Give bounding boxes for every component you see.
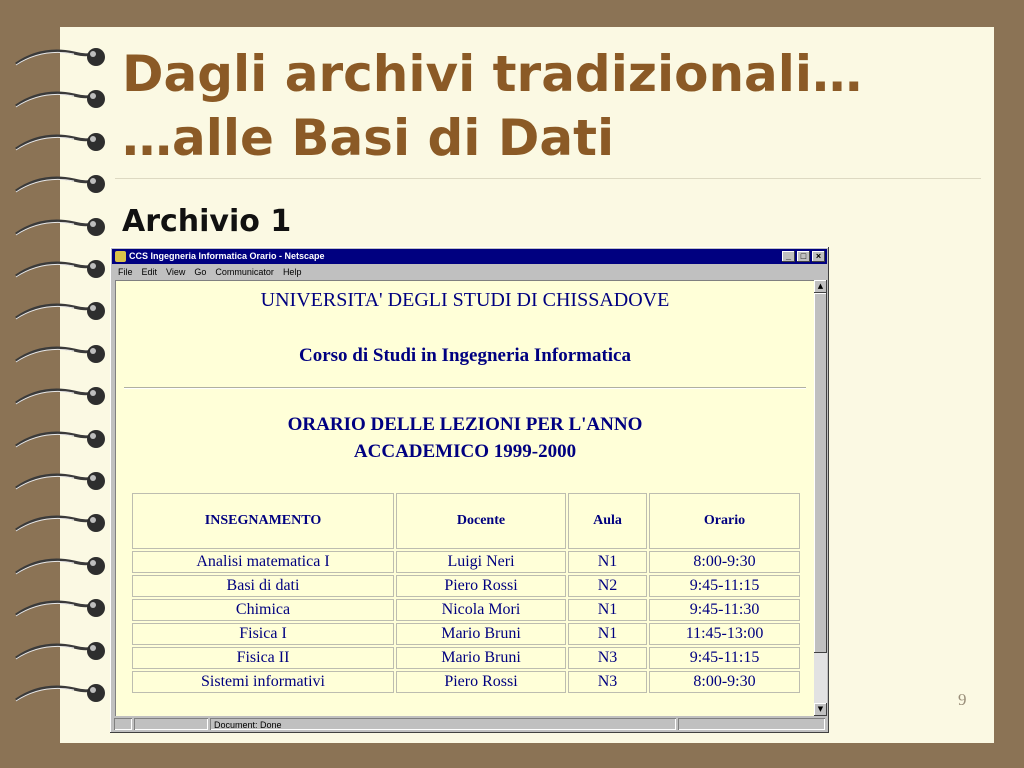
spiral-ring-icon bbox=[12, 44, 108, 70]
table-row bbox=[132, 671, 800, 693]
cell-aula: N3 bbox=[568, 671, 647, 693]
spiral-ring-icon bbox=[12, 468, 108, 494]
cell-orario: 9:45-11:30 bbox=[649, 599, 800, 621]
cell-orario: 8:00-9:30 bbox=[649, 551, 800, 573]
menu-help[interactable]: Help bbox=[282, 267, 302, 277]
content-divider bbox=[124, 387, 806, 389]
spiral-ring-icon bbox=[12, 298, 108, 324]
cell-docente: Luigi Neri bbox=[396, 551, 566, 573]
schedule-title-line-1: ORARIO DELLE LEZIONI PER L'ANNO bbox=[287, 414, 643, 435]
cell-aula: N1 bbox=[568, 623, 647, 645]
maximize-button[interactable] bbox=[797, 251, 810, 262]
status-text: Document: Done bbox=[210, 718, 676, 730]
spiral-ring-icon bbox=[12, 680, 108, 706]
cell-aula: N3 bbox=[568, 647, 647, 669]
spiral-ring-icon bbox=[12, 86, 108, 112]
slide-page-number: 9 bbox=[958, 690, 967, 709]
cell-insegnamento: Chimica bbox=[132, 599, 394, 621]
cell-orario: 9:45-11:15 bbox=[649, 647, 800, 669]
close-button[interactable] bbox=[812, 251, 825, 262]
status-progress bbox=[134, 718, 208, 730]
cell-aula: N1 bbox=[568, 599, 647, 621]
header-aula: Aula bbox=[568, 493, 647, 549]
spiral-ring-icon bbox=[12, 638, 108, 664]
status-bar bbox=[112, 717, 827, 731]
maximize-icon: □ bbox=[800, 251, 807, 261]
cell-aula: N1 bbox=[568, 551, 647, 573]
table-row bbox=[132, 623, 800, 645]
cell-docente: Nicola Mori bbox=[396, 599, 566, 621]
table-row bbox=[132, 551, 800, 573]
minimize-button[interactable] bbox=[782, 251, 795, 262]
scroll-down-button[interactable] bbox=[814, 703, 827, 716]
cell-orario: 9:45-11:15 bbox=[649, 575, 800, 597]
spiral-ring-icon bbox=[12, 595, 108, 621]
table-row bbox=[132, 599, 800, 621]
university-name: UNIVERSITA' DEGLI STUDI DI CHISSADOVE bbox=[260, 289, 670, 311]
slide-title-line-1: Dagli archivi tradizionali… bbox=[122, 45, 863, 103]
cell-docente: Mario Bruni bbox=[396, 647, 566, 669]
page-content bbox=[115, 280, 814, 716]
table-header-row bbox=[132, 493, 800, 549]
cell-orario: 8:00-9:30 bbox=[649, 671, 800, 693]
netscape-icon bbox=[115, 251, 126, 262]
header-insegnamento: INSEGNAMENTO bbox=[132, 493, 394, 549]
slide-title-line-2: …alle Basi di Dati bbox=[122, 109, 615, 167]
scroll-up-icon: ▲ bbox=[817, 282, 824, 290]
schedule-title bbox=[116, 411, 814, 465]
cell-insegnamento: Fisica I bbox=[132, 623, 394, 645]
cell-insegnamento: Basi di dati bbox=[132, 575, 394, 597]
browser-window bbox=[110, 247, 829, 733]
scroll-up-button[interactable] bbox=[814, 280, 827, 293]
spiral-ring-icon bbox=[12, 426, 108, 452]
table-row bbox=[132, 575, 800, 597]
cell-docente: Piero Rossi bbox=[396, 671, 566, 693]
scroll-thumb[interactable] bbox=[814, 293, 827, 653]
cell-aula: N2 bbox=[568, 575, 647, 597]
vertical-scrollbar[interactable] bbox=[814, 280, 827, 716]
scroll-down-icon: ▼ bbox=[817, 705, 824, 713]
schedule-table bbox=[130, 491, 802, 695]
header-docente: Docente bbox=[396, 493, 566, 549]
menu-bar bbox=[114, 265, 301, 279]
spiral-ring-icon bbox=[12, 256, 108, 282]
title-divider bbox=[115, 178, 981, 179]
close-icon: × bbox=[815, 251, 822, 261]
spiral-ring-icon bbox=[12, 214, 108, 240]
spiral-ring-icon bbox=[12, 553, 108, 579]
header-orario: Orario bbox=[649, 493, 800, 549]
cell-orario: 11:45-13:00 bbox=[649, 623, 800, 645]
table-row bbox=[132, 647, 800, 669]
cell-insegnamento: Analisi matematica I bbox=[132, 551, 394, 573]
cell-insegnamento: Fisica II bbox=[132, 647, 394, 669]
cell-insegnamento: Sistemi informativi bbox=[132, 671, 394, 693]
slide-subheading: Archivio 1 bbox=[122, 204, 292, 239]
spiral-ring-icon bbox=[12, 171, 108, 197]
window-titlebar[interactable] bbox=[112, 249, 827, 264]
minimize-icon: _ bbox=[785, 251, 791, 261]
window-title: CCS Ingegneria Informatica Orario - Netscape bbox=[129, 251, 325, 261]
menu-edit[interactable]: Edit bbox=[141, 267, 158, 277]
course-name: Corso di Studi in Ingegneria Informatica bbox=[299, 345, 631, 366]
spiral-ring-icon bbox=[12, 129, 108, 155]
spiral-ring-icon bbox=[12, 510, 108, 536]
menu-go[interactable]: Go bbox=[194, 267, 207, 277]
cell-docente: Piero Rossi bbox=[396, 575, 566, 597]
menu-view[interactable]: View bbox=[166, 267, 186, 277]
spiral-ring-icon bbox=[12, 383, 108, 409]
menu-communicator[interactable]: Communicator bbox=[215, 267, 274, 277]
component-bar[interactable] bbox=[678, 718, 825, 730]
spiral-ring-icon bbox=[12, 341, 108, 367]
slide-title bbox=[122, 42, 862, 170]
security-lock-icon[interactable] bbox=[114, 718, 132, 730]
cell-docente: Mario Bruni bbox=[396, 623, 566, 645]
schedule-title-line-2: ACCADEMICO 1999-2000 bbox=[353, 441, 577, 462]
menu-file[interactable]: File bbox=[118, 267, 133, 277]
